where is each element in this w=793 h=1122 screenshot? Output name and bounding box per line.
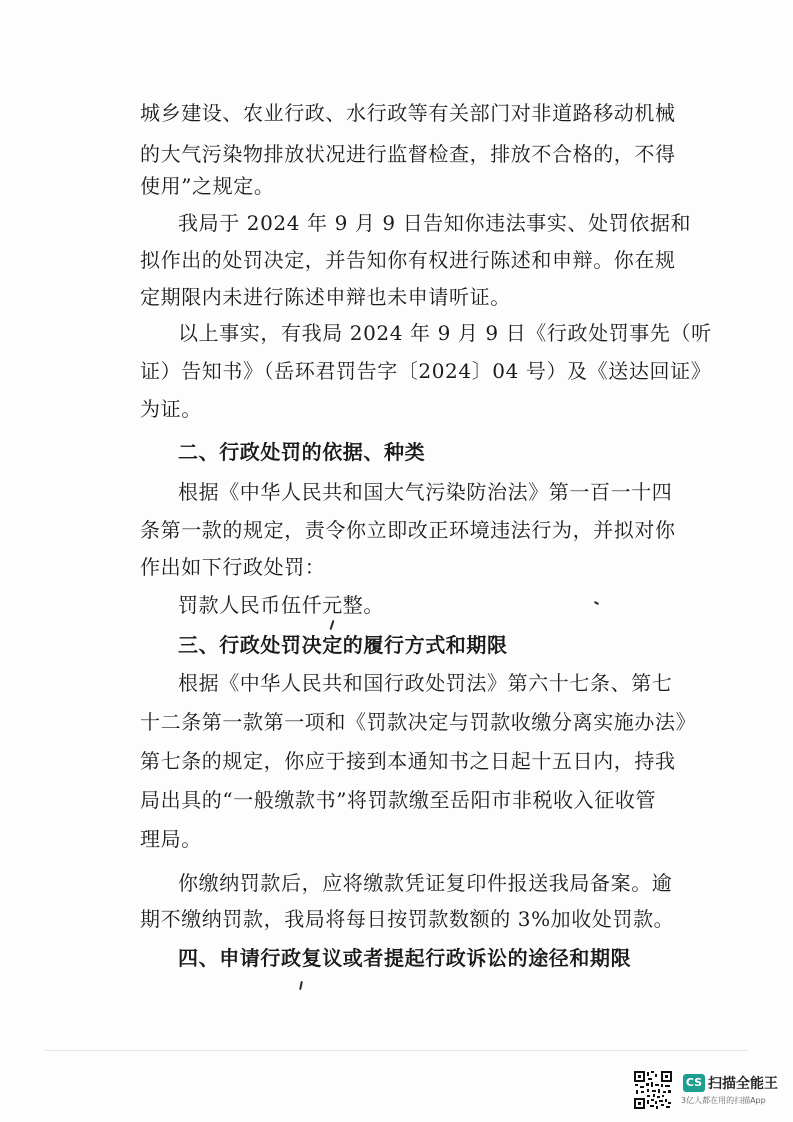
body-text-line: 我局于 2024 年 9 月 9 日告知你违法事实、处罚依据和 xyxy=(178,211,692,235)
body-text-line: 的大气污染物排放状况进行监督检查，排放不合格的，不得 xyxy=(140,142,676,166)
body-text-line: 为证。 xyxy=(140,397,202,421)
section-heading-2: 二、行政处罚的依据、种类 xyxy=(178,440,426,464)
pen-mark xyxy=(330,620,335,630)
body-text-line: 使用”之规定。 xyxy=(140,174,275,198)
qr-code-icon xyxy=(633,1070,673,1110)
body-text-line: 十二条第一款第一项和《罚款决定与罚款收缴分离实施办法》 xyxy=(140,710,697,734)
body-text-line: 根据《中华人民共和国大气污染防治法》第一百一十四 xyxy=(178,480,673,504)
body-text-line: 以上事实，有我局 2024 年 9 月 9 日《行政处罚事先（听 xyxy=(178,321,712,345)
pen-mark xyxy=(299,981,303,990)
body-text-line: 证）告知书》（岳环君罚告字〔2024〕04 号）及《送达回证》 xyxy=(140,359,712,383)
pen-mark xyxy=(594,601,599,605)
body-text-line: 局出具的“一般缴款书”将罚款缴至岳阳市非税收入征收管 xyxy=(140,788,657,812)
footer-divider xyxy=(45,1050,748,1051)
section-heading-4: 四、申请行政复议或者提起行政诉讼的途径和期限 xyxy=(178,946,632,970)
section-heading-3: 三、行政处罚决定的履行方式和期限 xyxy=(178,633,508,657)
scanner-app-name: 扫描全能王 xyxy=(708,1076,778,1092)
body-text-line: 定期限内未进行陈述申辩也未申请听证。 xyxy=(140,285,511,309)
body-text-line: 理局。 xyxy=(140,827,202,851)
body-text-line: 作出如下行政处罚： xyxy=(140,555,326,579)
body-text-line: 根据《中华人民共和国行政处罚法》第六十七条、第七 xyxy=(178,671,673,695)
body-text-line: 条第一款的规定，责令你立即改正环境违法行为，并拟对你 xyxy=(140,518,676,542)
body-text-line: 第七条的规定，你应于接到本通知书之日起十五日内，持我 xyxy=(140,749,676,773)
body-text-line: 拟作出的处罚决定，并告知你有权进行陈述和申辩。你在规 xyxy=(140,248,676,272)
body-text-line: 你缴纳罚款后，应将缴款凭证复印件报送我局备案。逾 xyxy=(178,871,673,895)
scanner-tagline: 3亿人都在用的扫描App xyxy=(681,1096,766,1105)
camscanner-logo: CS xyxy=(683,1074,705,1092)
body-text-line: 期不缴纳罚款，我局将每日按罚款数额的 3%加收处罚款。 xyxy=(140,907,675,931)
penalty-amount-line: 罚款人民币伍仟元整。 xyxy=(178,593,384,617)
body-text-line: 城乡建设、农业行政、水行政等有关部门对非道路移动机械 xyxy=(140,101,676,125)
